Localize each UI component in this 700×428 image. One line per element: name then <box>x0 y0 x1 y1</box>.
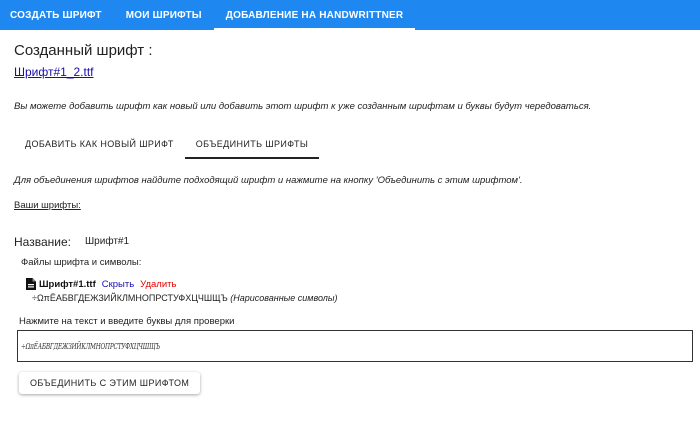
info-text: Вы можете добавить шрифт как новый или добавить этот шрифт к уже созданным шрифтам и буквы будут чередоваться. <box>14 101 592 112</box>
font-name-value: Шрифт#1 <box>85 236 130 247</box>
file-icon <box>26 278 36 290</box>
merge-instructions: Для объединения шрифтов найдите подходящий шрифт и нажмите на кнопку 'Объединить с этим шрифтом'. <box>14 175 523 186</box>
tab-my-fonts[interactable]: МОИ ШРИФТЫ <box>125 9 202 21</box>
test-text-preview: ÷ΩπЁАБВГДЕЖЗИЙКЛМНОПРСТУФХЦЧШЩЪ <box>21 341 160 351</box>
font-file-name: Шрифт#1.ttf <box>39 278 96 290</box>
your-fonts-label[interactable]: Ваши шрифты: <box>14 200 81 211</box>
font-symbols-note: (Нарисованные символы) <box>230 293 338 303</box>
delete-link[interactable]: Удалить <box>140 278 177 290</box>
font-symbols-row <box>32 293 337 303</box>
top-navigation <box>0 0 700 30</box>
font-symbols: ÷ΩπЁАБВГДЕЖЗИЙКЛМНОПРСТУФХЦЧШЩЪ <box>32 293 228 303</box>
test-text-input[interactable] <box>17 330 693 362</box>
font-name-label: Название: <box>14 235 71 249</box>
font-file-row <box>26 278 176 290</box>
tab-add-to-handwrittner[interactable]: ДОБАВЛЕНИЕ НА HANDWRITTNER <box>214 0 416 30</box>
created-font-title: Созданный шрифт : <box>14 42 153 59</box>
subtabs <box>14 129 319 159</box>
files-label: Файлы шрифта и символы: <box>21 257 142 268</box>
subtab-merge-fonts[interactable]: ОБЪЕДИНИТЬ ШРИФТЫ <box>185 129 320 159</box>
hide-link[interactable]: Скрыть <box>101 278 135 290</box>
created-font-link[interactable]: Шрифт#1_2.ttf <box>14 65 94 79</box>
test-label: Нажмите на текст и введите буквы для проверки <box>19 316 235 327</box>
tab-create-font[interactable]: СОЗДАТЬ ШРИФТ <box>10 9 102 21</box>
subtab-add-as-new[interactable]: ДОБАВИТЬ КАК НОВЫЙ ШРИФТ <box>25 139 174 149</box>
merge-with-font-button[interactable]: ОБЪЕДИНИТЬ С ЭТИМ ШРИФТОМ <box>19 372 200 394</box>
